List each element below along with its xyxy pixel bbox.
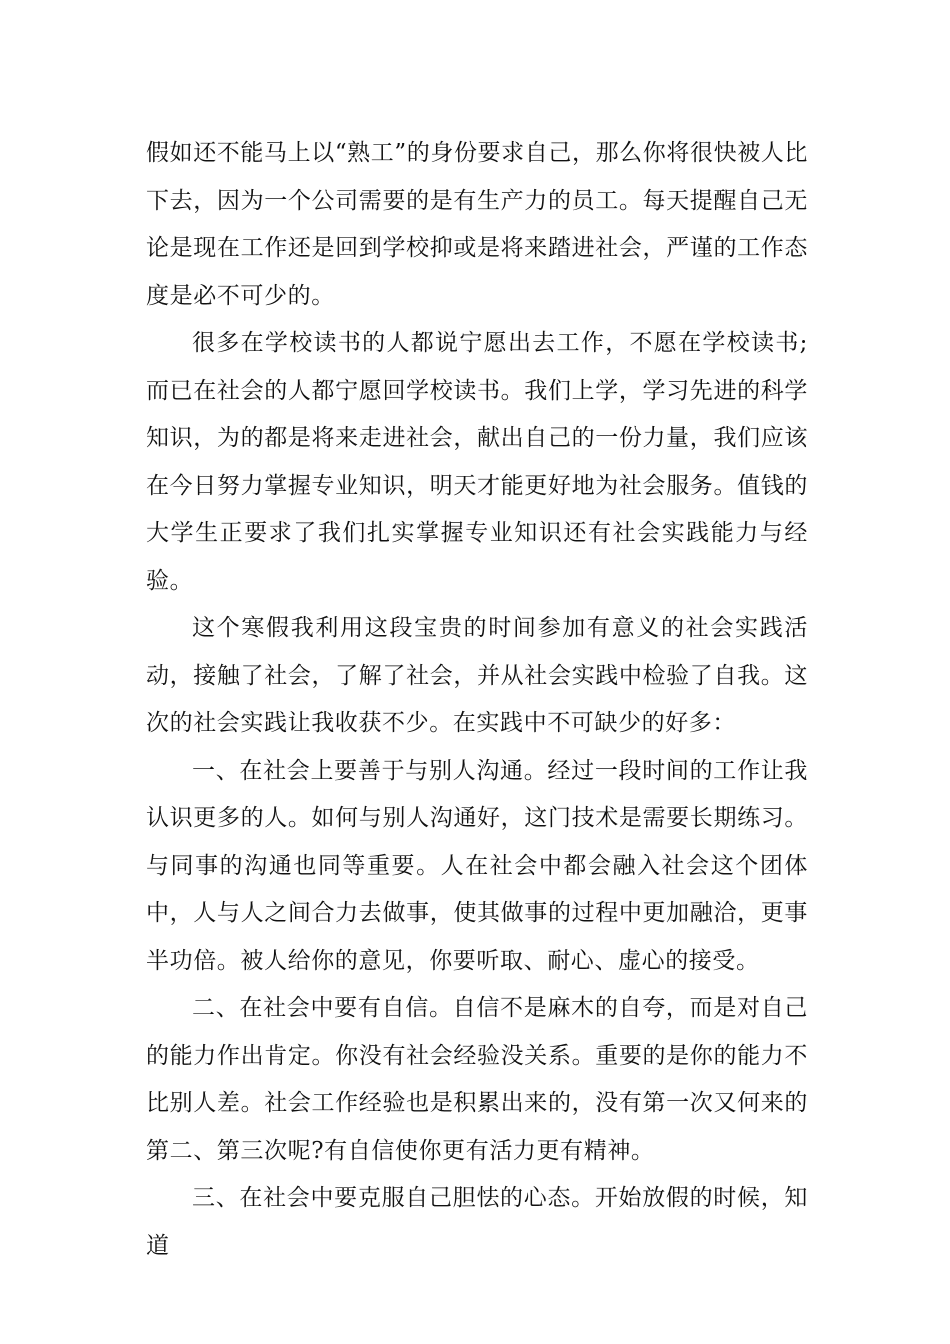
- paragraph-3: 这个寒假我利用这段宝贵的时间参加有意义的社会实践活动，接触了社会，了解了社会，并从社会实践中检验了自我。这次的社会实践让我收获不少。在实践中不可缺少的好多：: [146, 615, 808, 736]
- paragraph-6: 三、在社会中要克服自己胆怯的心态。开始放假的时候，知道: [146, 1185, 808, 1259]
- paragraph-5: 二、在社会中要有自信。自信不是麻木的自夸，而是对自己的能力作出肯定。你没有社会经验没关系。重要的是你的能力不比别人差。社会工作经验也是积累出来的，没有第一次又何来的第二、第三次呢?有自信使你更有活力更有精神。: [146, 995, 808, 1164]
- paragraph-2: 很多在学校读书的人都说宁愿出去工作，不愿在学校读书;而已在社会的人都宁愿回学校读书。我们上学，学习先进的科学知识，为的都是将来走进社会，献出自己的一份力量，我们应该在今日努力掌握专业知识，明天才能更好地为社会服务。值钱的大学生正要求了我们扎实掌握专业知识还有社会实践能力与经验。: [146, 330, 808, 594]
- paragraph-4: 一、在社会上要善于与别人沟通。经过一段时间的工作让我认识更多的人。如何与别人沟通好，这门技术是需要长期练习。与同事的沟通也同等重要。人在社会中都会融入社会这个团体中，人与人之间合力去做事，使其做事的过程中更加融洽，更事半功倍。被人给你的意见，你要听取、耐心、虚心的接受。: [146, 757, 808, 974]
- document-body: [146, 130, 808, 1270]
- paragraph-1: 假如还不能马上以“熟工”的身份要求自己，那么你将很快被人比下去，因为一个公司需要的是有生产力的员工。每天提醒自己无论是现在工作还是回到学校抑或是将来踏进社会，严谨的工作态度是必不可少的。: [146, 140, 808, 309]
